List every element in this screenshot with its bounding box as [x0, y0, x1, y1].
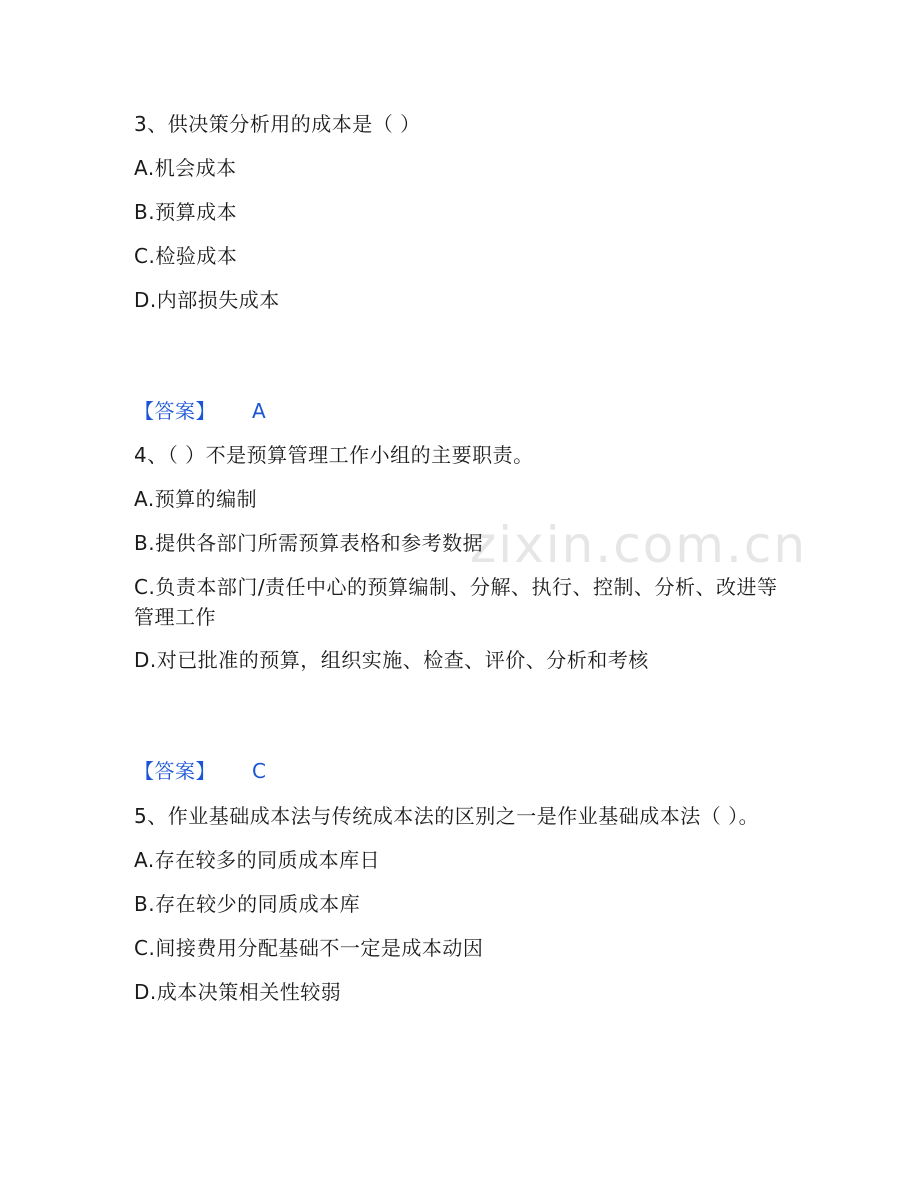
question-5-option-a: A.存在较多的同质成本库日: [134, 848, 381, 872]
answer-value: A: [252, 399, 267, 423]
question-4-option-a: A.预算的编制: [134, 487, 258, 511]
question-5-option-c: C.间接费用分配基础不一定是成本动因: [134, 936, 484, 960]
question-4-option-d: D.对已批准的预算，组织实施、检查、评价、分析和考核: [134, 648, 649, 672]
question-3-option-c: C.检验成本: [134, 244, 238, 268]
question-4-option-b: B.提供各部门所需预算表格和参考数据: [134, 531, 484, 555]
answer-label: 【答案】: [134, 399, 216, 423]
question-5-stem: 5、作业基础成本法与传统成本法的区别之一是作业基础成本法（ ）。: [134, 804, 760, 828]
question-3-stem: 3、供决策分析用的成本是（ ）: [134, 112, 421, 136]
question-3-option-b: B.预算成本: [134, 200, 238, 224]
question-5-option-d: D.成本决策相关性较弱: [134, 980, 342, 1004]
question-4-option-c: C.负责本部门/责任中心的预算编制、分解、执行、控制、分析、改进等管理工作: [134, 575, 778, 629]
question-4-stem: 4、（ ）不是预算管理工作小组的主要职责。: [134, 443, 534, 467]
watermark: zixin.com.cn: [470, 516, 808, 574]
question-5-option-b: B.存在较少的同质成本库: [134, 892, 361, 916]
question-3-option-a: A.机会成本: [134, 156, 237, 180]
answer-value: C: [252, 759, 267, 783]
answer-label: 【答案】: [134, 759, 216, 783]
question-3-answer: [134, 398, 267, 424]
question-4-answer: [134, 758, 267, 784]
question-3-option-d: D.内部损失成本: [134, 288, 280, 312]
